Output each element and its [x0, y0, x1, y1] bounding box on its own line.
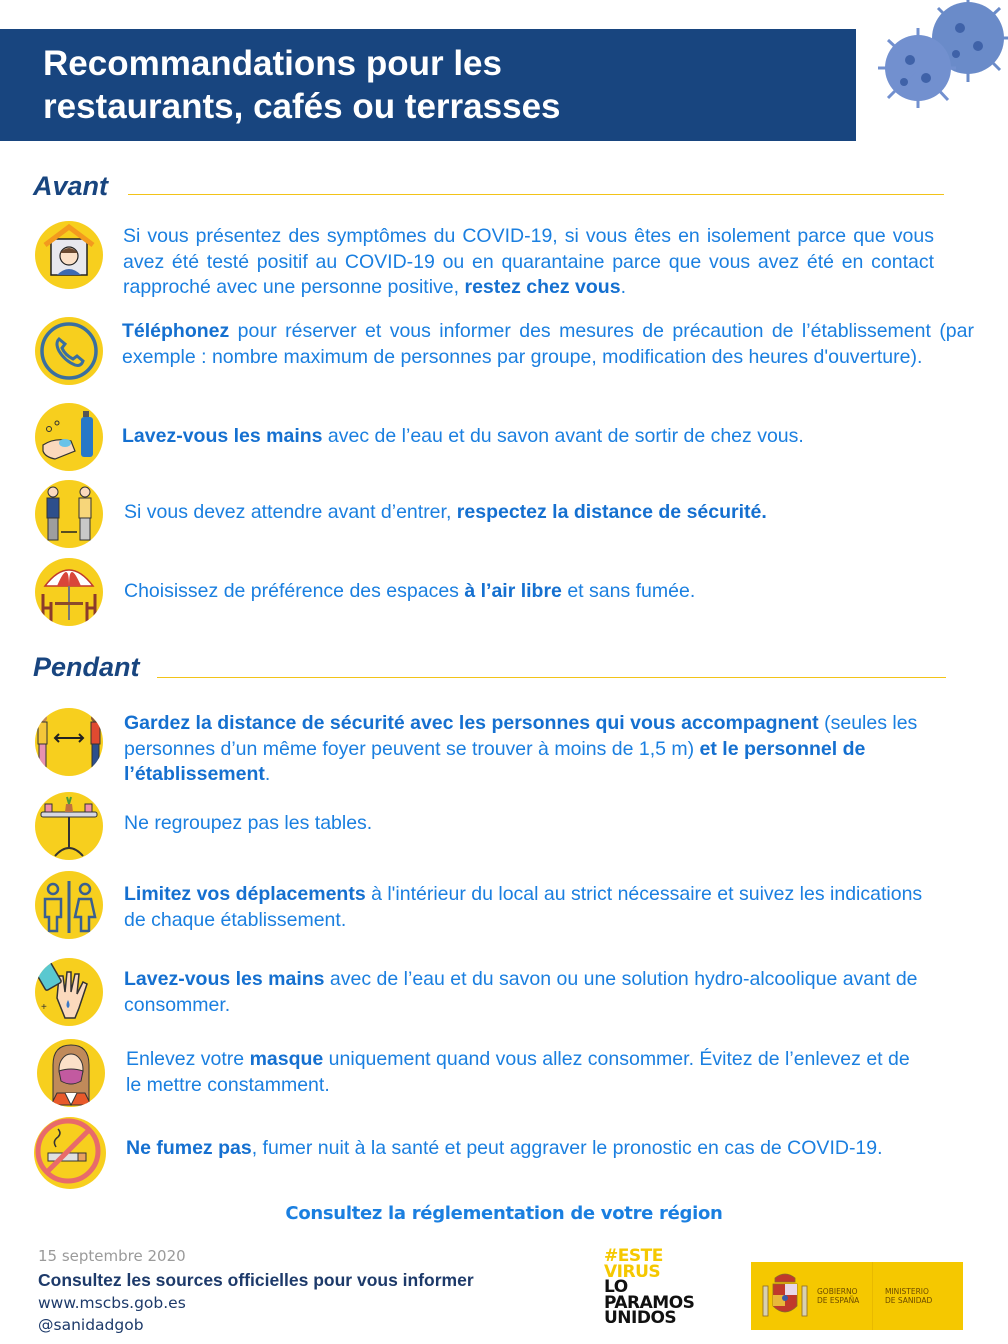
- title-line-1: Recommandations pour les: [43, 44, 502, 83]
- item-text: Ne fumez pas, fumer nuit à la santé et peut aggraver le pronostic en cas de COVID-19.: [126, 1137, 883, 1159]
- item-text: Lavez-vous les mains avec de l’eau et du savon avant de sortir de chez vous.: [122, 425, 804, 447]
- item-text: Limitez vos déplacements à l'intérieur du local au strict nécessaire et suivez les indications de chaque établissement.: [124, 883, 923, 931]
- hand-sanitizer-icon: [35, 958, 103, 1026]
- consult-region-note: Consultez la réglementation de votre région: [285, 1203, 723, 1224]
- campaign-logo-line: VIRUS: [604, 1261, 661, 1282]
- face-mask-icon: [37, 1039, 105, 1107]
- item-text: Enlevez votre masque uniquement quand vous allez consommer. Évitez de l’enlevez et de le mettre constamment.: [126, 1048, 910, 1096]
- website-link[interactable]: www.mscbs.gob.es: [38, 1294, 186, 1312]
- stay-home-icon: [35, 221, 103, 289]
- no-smoking-icon: [34, 1117, 106, 1189]
- table-icon: [35, 792, 103, 860]
- coat-of-arms-icon: [761, 1270, 809, 1322]
- section-divider: [128, 194, 944, 195]
- item-text: Ne regroupez pas les tables.: [124, 812, 373, 834]
- campaign-logo: [604, 1246, 744, 1328]
- title-line-2: restaurants, cafés ou terrasses: [43, 87, 561, 126]
- social-handle[interactable]: @sanidadgob: [38, 1316, 144, 1334]
- campaign-logo-line: PARAMOS: [604, 1292, 695, 1313]
- phone-icon: [35, 317, 103, 385]
- item-text: Lavez-vous les mains avec de l’eau et du savon ou une solution hydro-alcoolique avant de consommer.: [124, 968, 918, 1016]
- campaign-logo-line: LO: [604, 1277, 628, 1297]
- svg-text:+: +: [41, 1002, 47, 1013]
- campaign-logo-line: #ESTE: [604, 1246, 663, 1266]
- section-heading-avant: Avant: [33, 171, 109, 201]
- restroom-icon: [35, 871, 103, 939]
- government-logo: [751, 1262, 963, 1330]
- outdoor-terrace-icon: [35, 558, 103, 626]
- official-sources-note: Consultez les sources officielles pour vous informer: [38, 1270, 474, 1290]
- ministerio-label: MINISTERIO DE SANIDAD: [885, 1287, 933, 1305]
- page-title: [43, 42, 823, 128]
- section-divider: [157, 677, 946, 678]
- logo-divider: [872, 1262, 873, 1330]
- item-text: Gardez la distance de sécurité avec les personnes qui vous accompagnent (seules les personnes d’un même foyer peuvent se trouver à moins de 1,5 m) et le personnel de l’établissement.: [124, 712, 918, 785]
- item-text: Téléphonez pour réserver et vous informer des mesures de précaution de l’établissement (par exemple : nombre maximum de personnes par groupe, modification des heures d'ouverture).: [122, 320, 974, 368]
- social-distance-icon: [35, 480, 103, 548]
- item-text: Si vous présentez des symptômes du COVID-19, si vous êtes en isolement parce que vous avez été testé positif au COVID-19 ou en quarantaine parce que vous avez été en contact rapproché avec une personne positive, restez chez vous.: [123, 225, 934, 298]
- hand-washing-icon: [35, 403, 103, 471]
- section-heading-pendant: Pendant: [33, 652, 140, 682]
- keep-distance-icon: [35, 708, 103, 776]
- gobierno-label: GOBIERNO DE ESPAÑA: [817, 1287, 860, 1305]
- publication-date: 15 septembre 2020: [38, 1247, 186, 1265]
- item-text: Si vous devez attendre avant d’entrer, respectez la distance de sécurité.: [124, 501, 767, 523]
- campaign-logo-line: UNIDOS: [604, 1308, 677, 1328]
- virus-illustration-icon: [860, 0, 1008, 135]
- item-text: Choisissez de préférence des espaces à l’air libre et sans fumée.: [124, 580, 696, 602]
